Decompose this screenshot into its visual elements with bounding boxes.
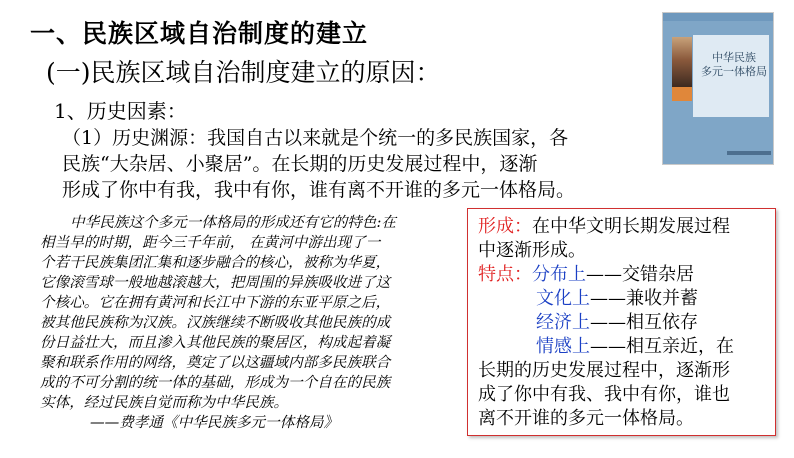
book-title [701,51,767,79]
quote-line: 个核心。它在拥有黄河和长江中下游的东亚平原之后， [40,294,391,311]
book-title-line: 中华民族 [712,51,756,64]
quote-line: 个若干民族集团汇集和逐步融合的核心，被称为华夏， [40,254,391,271]
formation-text-cont: 中逐渐形成。 [478,240,586,261]
quote-line: 中华民族这个多元一体格局的形成还有它的特色:在 [70,214,396,231]
quote-line: 份日益壮大，而且渗入其他民族的聚居区，构成起着凝 [40,334,391,351]
feature-dash: —— [590,288,626,309]
feature-row [478,263,767,287]
summary-box [467,208,776,436]
origin-line: 民族“大杂居、小聚居”。在长期的历史发展过程中，逐渐 [62,153,538,175]
origin-line: 形成了你中有我，我中有你，谁有离不开谁的多元一体格局。 [62,179,576,201]
formation-text: 在中华文明长期发展过程 [532,216,730,237]
historical-origin-paragraph [62,125,622,203]
formation-row [478,215,767,239]
summary-tail-line: 离不开谁的多元一体格局。 [478,408,694,429]
book-orange-band [672,87,692,101]
author-portrait [672,37,692,87]
publisher-logo [727,151,771,155]
feature-row [478,335,767,359]
book-title-line: 多元一体格局 [701,65,767,78]
summary-tail-line: 长期的历史发展过程中，逐渐形 [478,360,730,381]
quote-line: 相当早的时期，距今三千年前， 在黄河中游出现了一 [40,234,381,251]
quote-signature: ——费孝通《中华民族多元一体格局》 [90,414,339,431]
quote-line: 被其他民族称为汉族。汉族继续不断吸收其他民族的成 [40,314,391,331]
summary-tail-line: 成了你中有我、我中有你，谁也 [478,384,730,405]
feature-dash: —— [590,312,626,333]
quote-line: 成的不可分割的统一体的基础，形成为一个自在的民族 [40,374,391,391]
feature-key: 文化上 [536,288,590,309]
book-top-band [663,13,774,21]
feature-key: 情感上 [536,336,590,357]
feature-value: 相互依存 [626,312,698,333]
section-subtitle: (一)民族区域自治制度建立的原因： [46,58,441,87]
quote-line: 实体，经过民族自觉而称为中华民族。 [40,394,289,411]
feature-value: 兼收并蓄 [626,288,698,309]
feature-value: 相互亲近，在 [626,336,734,357]
features-label: 特点： [478,264,532,285]
feature-value: 交错杂居 [622,264,694,285]
origin-line: （1）历史渊源：我国自古以来就是个统一的多民族国家，各 [62,127,569,149]
feature-key: 分布上 [532,264,586,285]
slide-title: 一、民族区域自治制度的建立 [30,19,369,48]
feature-dash: —— [590,336,626,357]
quote-line: 聚和联系作用的网络，奠定了以这疆域内部多民族联合 [40,354,391,371]
fei-xiaotong-quote [40,213,460,433]
feature-row [478,311,767,335]
book-cover-image [662,12,774,165]
quote-line: 它像滚雪球一般地越滚越大，把周围的异族吸收进了这 [40,274,391,291]
feature-dash: —— [586,264,622,285]
formation-label: 形成： [478,216,532,237]
history-factor-heading: 1、历史因素： [54,99,187,123]
feature-row [478,287,767,311]
feature-key: 经济上 [536,312,590,333]
